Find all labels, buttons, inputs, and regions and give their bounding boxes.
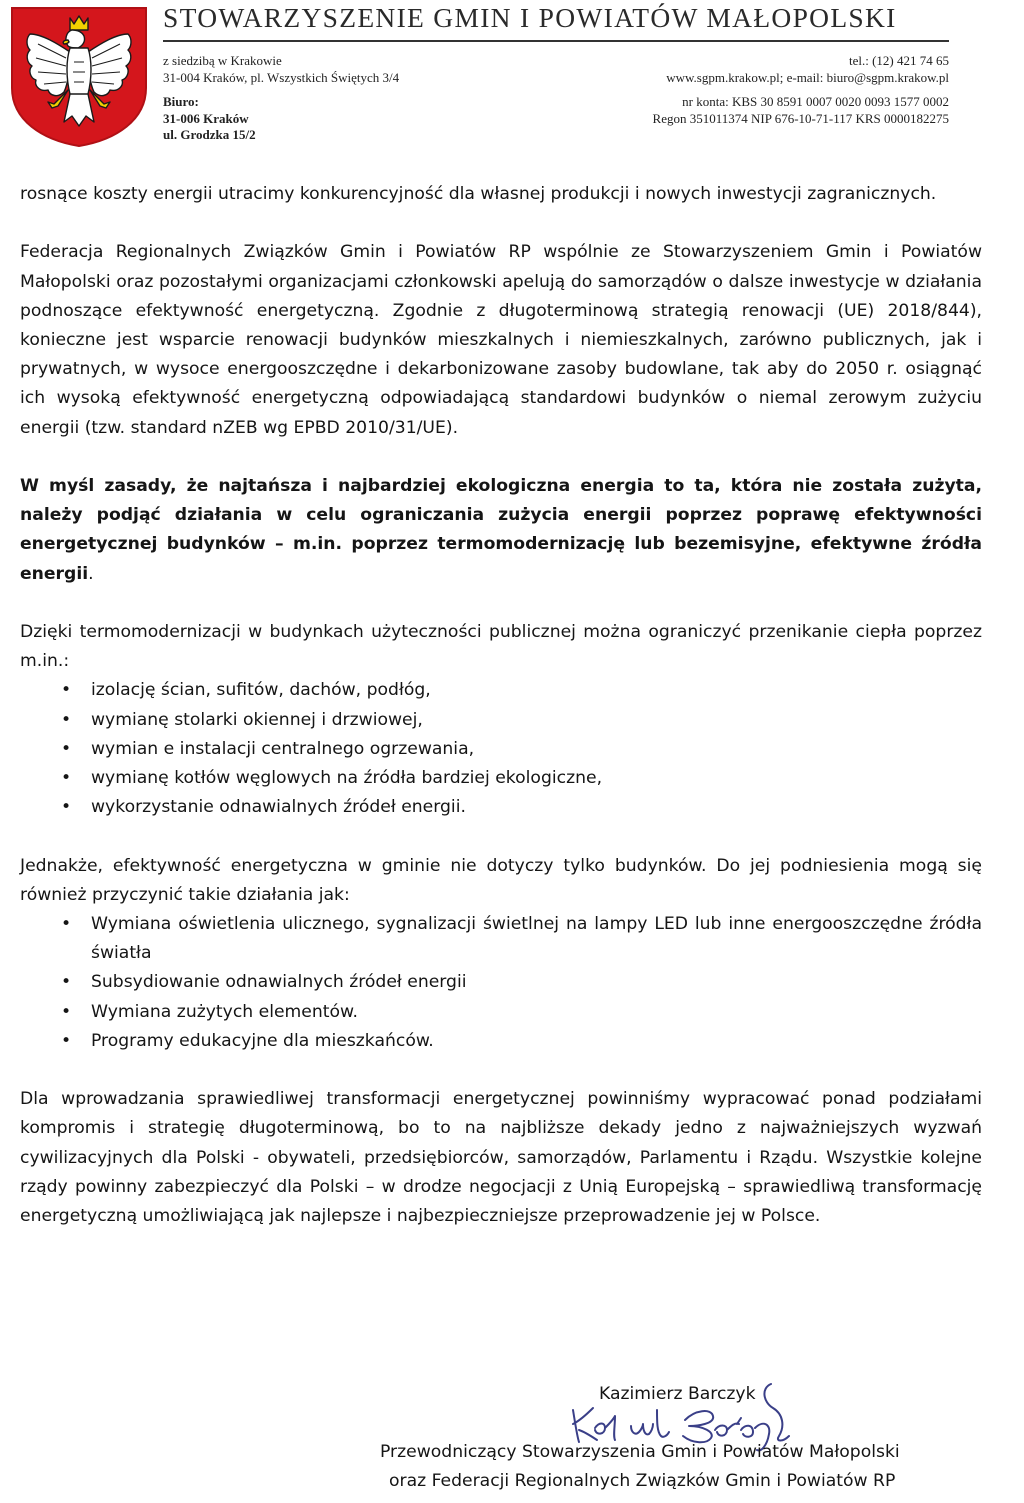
list-item: • wykorzystanie odnawialnych źródeł energii. bbox=[91, 793, 982, 822]
list-item: • Wymiana oświetlenia ulicznego, sygnalizacji świetlnej na lampy LED lub inne energooszczędne źródła światła bbox=[91, 910, 982, 968]
office-line: 31-006 Kraków bbox=[163, 110, 249, 126]
org-name: STOWARZYSZENIE GMIN I POWIATÓW MAŁOPOLSKI bbox=[163, 2, 897, 33]
address-line: 31-004 Kraków, pl. Wszystkich Świętych 3/4 bbox=[163, 69, 400, 85]
coat-of-arms-icon bbox=[8, 4, 150, 148]
signatory-role: oraz Federacji Regionalnych Związków Gmin i Powiatów RP bbox=[389, 1471, 896, 1491]
bold-statement: W myśl zasady, że najtańsza i najbardziej ekologiczna energia to ta, która nie została zużyta, należy podjąć działania w celu ograniczania zużycia energii poprzez poprawę efektywności energetycznej budynków – m.in. poprzez termomodernizację lub bezemisyjne, efektywne źródła energii bbox=[20, 476, 982, 584]
bullet-list-thermomodernization bbox=[20, 676, 982, 822]
paragraph: Dla wprowadzania sprawiedliwej transformacji energetycznej powinniśmy wypracować ponad podziałami kompromis i strategię długoterminową, bo to na najbliższe dekady jedno z najważniejszych wyzwań cywilizacyjnych dla Polski - obywateli, przedsiębiorców, samorządów, Parlamentu i Rządu. Wszystkie kolejne rządy powinny zabezpieczyć dla Polski – w drodze negocjacji z Unią Europejską – sprawiedliwą transformację energetyczną umożliwiającą jak najlepsze i najbezpieczniejsze przeprowadzenie jej w Polsce. bbox=[20, 1089, 982, 1227]
list-item: • Wymiana zużytych elementów. bbox=[91, 998, 982, 1027]
list-item: • wymianę stolarki okiennej i drzwiowej, bbox=[91, 706, 982, 735]
paragraph-emphasis bbox=[20, 472, 982, 589]
header-divider bbox=[163, 40, 949, 42]
letterhead bbox=[0, 0, 1024, 150]
paragraph: Jednakże, efektywność energetyczna w gminie nie dotyczy tylko budynków. Do jej podniesienia mogą się również przyczynić takie działania jak: bbox=[20, 855, 982, 905]
list-item: • izolację ścian, sufitów, dachów, podłóg, bbox=[91, 676, 982, 705]
paragraph: Dzięki termomodernizacji w budynkach użyteczności publicznej można ograniczyć przenikanie ciepła poprzez m.in.: bbox=[20, 622, 982, 672]
signatory-name: Kazimierz Barczyk bbox=[599, 1384, 756, 1404]
list-item: • wymianę kotłów węglowych na źródła bardziej ekologiczne, bbox=[91, 764, 982, 793]
contact-block bbox=[653, 53, 949, 127]
letter-body bbox=[20, 180, 982, 1231]
web-email-line: www.sgpm.krakow.pl; e-mail: biuro@sgpm.krakow.pl bbox=[666, 69, 949, 85]
paragraph: Federacja Regionalnych Związków Gmin i Powiatów RP wspólnie ze Stowarzyszeniem Gmin i Powiatów Małopolski oraz pozostałymi organizacjami członkowski apelują do samorządów o dalsze inwestycje w działania podnoszące efektywność energetyczną. Zgodnie z długoterminową strategią renowacji (UE) 2018/844), konieczne jest wsparcie renowacji budynków mieszkalnych i niemieszkalnych, zarówno publicznych, jak i prywatnych, w wysoce energooszczędne i dekarbonizowane zasoby budowlane, tak aby do 2050 r. osiągnąć ich wysoką efektywność energetyczną odpowiadającą standardowi budynków o niemal zerowym zużyciu energii (tzw. standard nZEB wg EPBD 2010/31/UE). bbox=[20, 242, 982, 438]
bullet-list-municipal-actions bbox=[20, 910, 982, 1056]
list-item: • Programy edukacyjne dla mieszkańców. bbox=[91, 1027, 982, 1056]
address-block bbox=[163, 53, 399, 144]
period: . bbox=[88, 563, 94, 584]
office-label: Biuro: bbox=[163, 94, 199, 109]
registry-line: Regon 351011374 NIP 676-10-71-117 KRS 0000182275 bbox=[652, 110, 949, 126]
list-item: • Subsydiowanie odnawialnych źródeł energii bbox=[91, 968, 982, 997]
bank-account-line: nr konta: KBS 30 8591 0007 0020 0093 1577 0002 bbox=[682, 94, 949, 109]
address-line: z siedzibą w Krakowie bbox=[163, 53, 282, 68]
office-line: ul. Grodzka 15/2 bbox=[163, 127, 256, 142]
paragraph: rosnące koszty energii utracimy konkurencyjność dla własnej produkcji i nowych inwestycji zagranicznych. bbox=[20, 184, 937, 204]
signatory-role: Przewodniczący Stowarzyszenia Gmin i Powiatów Małopolski bbox=[380, 1442, 900, 1462]
list-item: • wymian e instalacji centralnego ogrzewania, bbox=[91, 735, 982, 764]
phone-line: tel.: (12) 421 74 65 bbox=[848, 53, 949, 68]
